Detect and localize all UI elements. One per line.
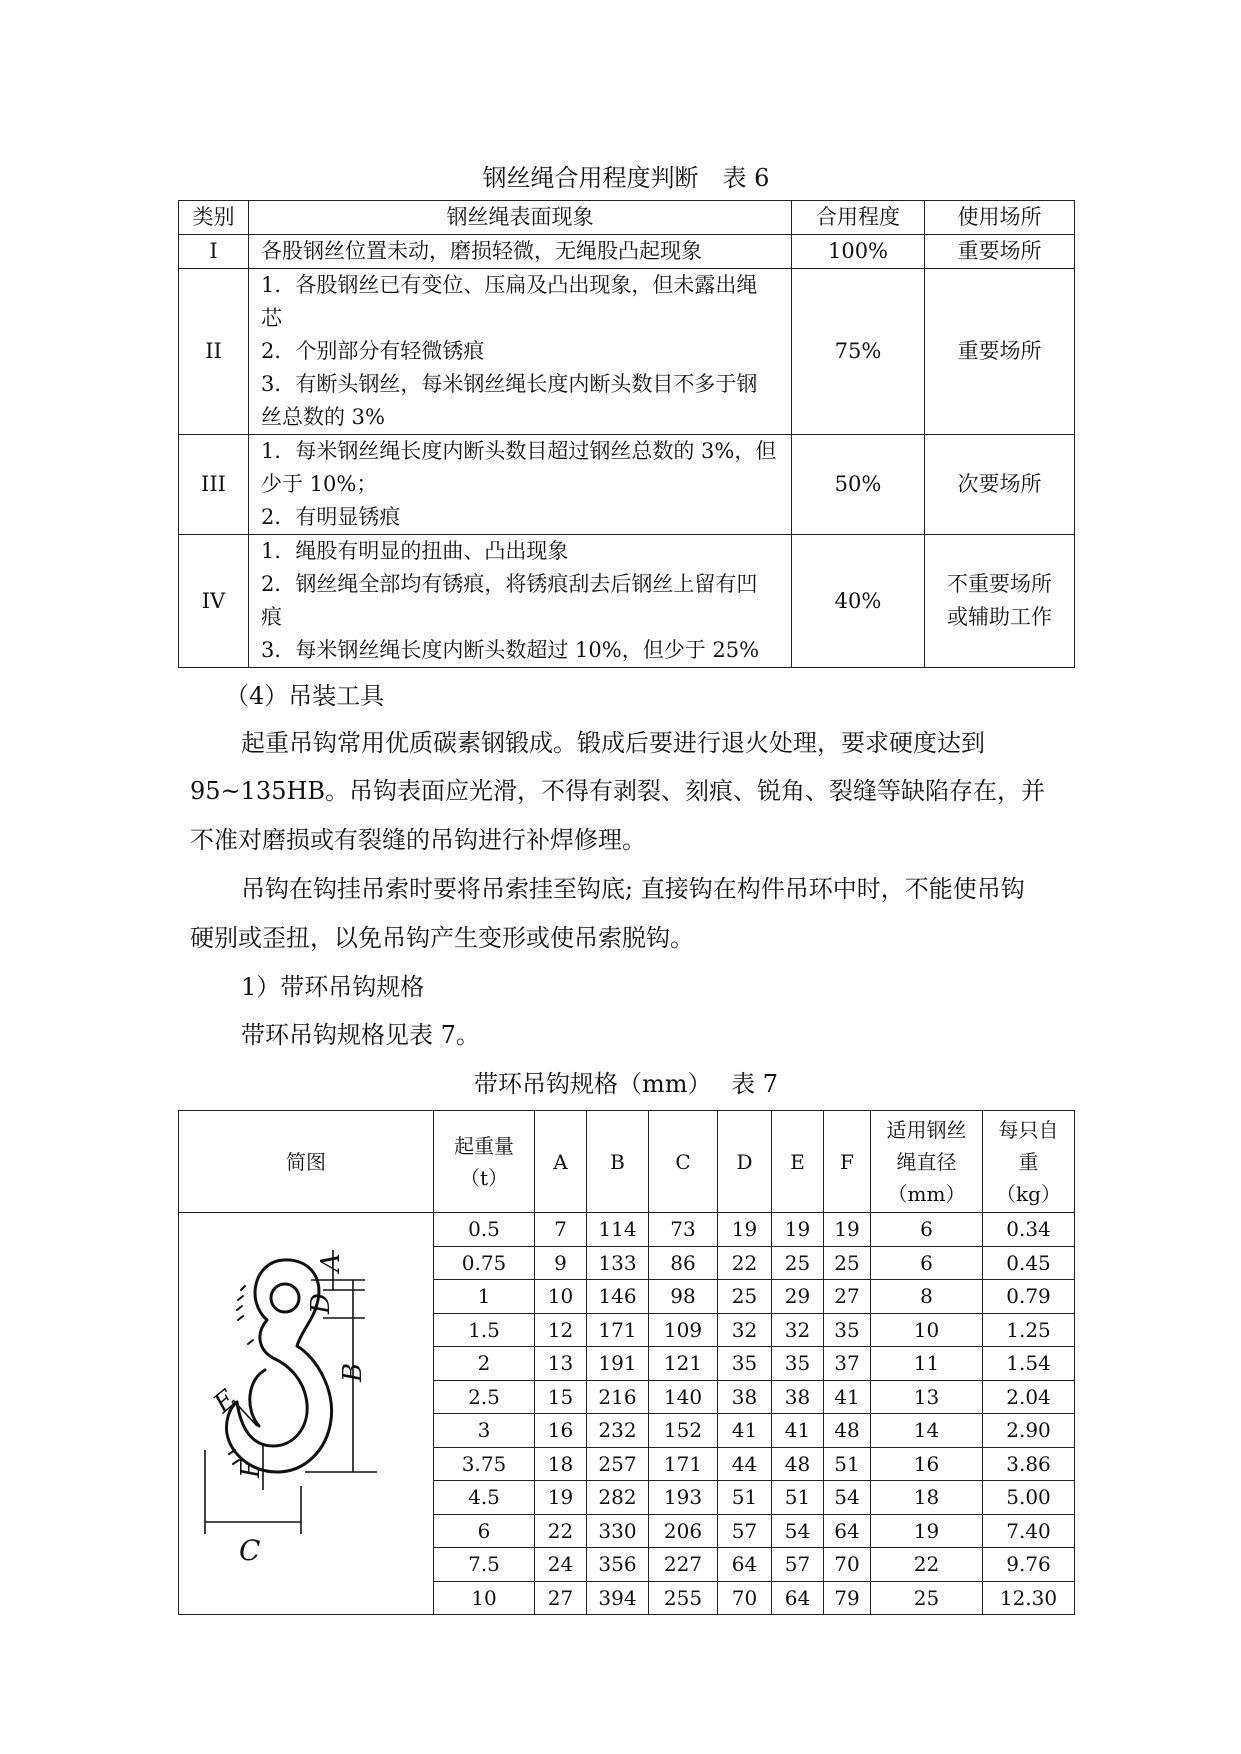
table6-category-cell: I [179, 235, 249, 269]
table7-cell-A: 22 [535, 1514, 587, 1548]
table7-cell-rope: 14 [871, 1414, 983, 1448]
table6-suitability-cell: 100% [792, 235, 925, 269]
table7-header-E: E [772, 1111, 824, 1213]
table7-header-weight [983, 1111, 1075, 1213]
usage-line: 次要场所 [957, 472, 1042, 496]
table6-row [179, 235, 1075, 269]
table7-cell-A: 7 [535, 1213, 587, 1247]
table6-category-cell: IV [179, 535, 249, 668]
table7-cell-load: 4.5 [434, 1481, 535, 1515]
table7-cell-weight: 2.90 [983, 1414, 1075, 1448]
table7-cell-load: 0.5 [434, 1213, 535, 1247]
table7-cell-rope: 18 [871, 1481, 983, 1515]
table7-cell-load: 2.5 [434, 1380, 535, 1414]
paragraph1-line2: 95~135HB。吊钩表面应光滑，不得有剥裂、刻痕、锐角、裂缝等缺陷存在，并 [190, 777, 1046, 805]
table6-surface-cell [249, 535, 792, 668]
table6-usage-cell [925, 269, 1075, 435]
paragraph1-line1: 起重吊钩常用优质碳素钢锻成。锻成后要进行退火处理，要求硬度达到 [241, 729, 985, 757]
usage-line: 不重要场所 [947, 572, 1052, 596]
table7-cell-F: 51 [824, 1447, 871, 1481]
table6-caption: 钢丝绳合用程度判断 表 6 [482, 164, 770, 192]
table7-cell-weight: 0.79 [983, 1280, 1075, 1314]
table7-cell-E: 38 [772, 1380, 824, 1414]
table7-cell-C: 193 [649, 1481, 718, 1515]
table7-cell-F: 25 [824, 1246, 871, 1280]
table7-cell-load: 7.5 [434, 1548, 535, 1582]
surface-line: 3．有断头钢丝，每米钢丝绳长度内断头数目不多于钢 [261, 372, 758, 396]
surface-line: 丝总数的 3% [261, 405, 385, 429]
table6-header-suitability: 合用程度 [792, 201, 925, 235]
table7-row [179, 1213, 1075, 1247]
table7-cell-rope: 19 [871, 1514, 983, 1548]
table6-row [179, 535, 1075, 668]
table7-cell-A: 13 [535, 1347, 587, 1381]
table7-header-B: B [587, 1111, 649, 1213]
table7-header-D: D [718, 1111, 772, 1213]
section-heading: （4）吊装工具 [225, 682, 385, 710]
table7-cell-B: 133 [587, 1246, 649, 1280]
table7-cell-weight: 0.45 [983, 1246, 1075, 1280]
table6-surface-cell [249, 269, 792, 435]
table6-surface-cell [249, 235, 792, 269]
hook-label-B: B [338, 1362, 368, 1382]
table7-cell-rope: 10 [871, 1313, 983, 1347]
hook-label-F: F [236, 1459, 266, 1478]
table6-usage-cell [925, 235, 1075, 269]
table7-cell-A: 24 [535, 1548, 587, 1582]
table7-cell-E: 41 [772, 1414, 824, 1448]
table7-cell-B: 257 [587, 1447, 649, 1481]
hook-label-C: C [239, 1534, 261, 1567]
table6-usage-cell [925, 535, 1075, 668]
table7-caption: 带环吊钩规格（mm） 表 7 [473, 1070, 779, 1098]
table6-header-surface: 钢丝绳表面现象 [249, 201, 792, 235]
hook-label-A: A [316, 1253, 346, 1272]
table7-cell-B: 171 [587, 1313, 649, 1347]
hook-eye [271, 1284, 299, 1312]
header-load-line1: 起重量 [454, 1133, 514, 1158]
table7-cell-weight: 12.30 [983, 1581, 1075, 1615]
table7-cell-F: 48 [824, 1414, 871, 1448]
table7-cell-load: 1.5 [434, 1313, 535, 1347]
table7-header-figure: 简图 [179, 1111, 434, 1213]
table7-cell-E: 54 [772, 1514, 824, 1548]
surface-line: 2．钢丝绳全部均有锈痕，将锈痕刮去后钢丝上留有凹 [261, 572, 758, 596]
surface-line: 1．每米钢丝绳长度内断头数目超过钢丝总数的 3%，但 [261, 439, 777, 463]
table6-wire-rope-suitability [178, 200, 1075, 668]
table6-suitability-cell: 40% [792, 535, 925, 668]
table7-cell-F: 79 [824, 1581, 871, 1615]
table7-cell-D: 35 [718, 1347, 772, 1381]
table7-cell-B: 114 [587, 1213, 649, 1247]
table7-cell-C: 121 [649, 1347, 718, 1381]
table7-cell-E: 35 [772, 1347, 824, 1381]
paragraph2-line2: 硬别或歪扭，以免吊钩产生变形或使吊索脱钩。 [190, 924, 694, 952]
table7-cell-B: 191 [587, 1347, 649, 1381]
table7-cell-B: 146 [587, 1280, 649, 1314]
table6-surface-cell [249, 435, 792, 535]
table7-cell-D: 51 [718, 1481, 772, 1515]
table7-cell-rope: 16 [871, 1447, 983, 1481]
table7-cell-D: 57 [718, 1514, 772, 1548]
table7-cell-C: 206 [649, 1514, 718, 1548]
usage-line: 或辅助工作 [947, 605, 1052, 629]
table7-cell-D: 38 [718, 1380, 772, 1414]
header-load-line2: （t） [459, 1165, 509, 1190]
table7-cell-E: 32 [772, 1313, 824, 1347]
table6-category-cell: II [179, 269, 249, 435]
table7-cell-F: 37 [824, 1347, 871, 1381]
table6-header-row [179, 201, 1075, 235]
table7-header-A: A [535, 1111, 587, 1213]
table7-cell-weight: 1.54 [983, 1347, 1075, 1381]
table7-header-load [434, 1111, 535, 1213]
table7-cell-F: 64 [824, 1514, 871, 1548]
hook-diagram [205, 1250, 405, 1567]
header-weight-line3: （kg） [996, 1181, 1061, 1206]
header-rope-line1: 适用钢丝 [886, 1117, 967, 1142]
table7-header-rope [871, 1111, 983, 1213]
table7-cell-C: 255 [649, 1581, 718, 1615]
usage-line: 重要场所 [957, 339, 1042, 363]
surface-line: 2．个别部分有轻微锈痕 [261, 339, 485, 363]
table7-cell-B: 232 [587, 1414, 649, 1448]
hook-label-D: D [306, 1293, 336, 1314]
surface-line: 少于 10%； [261, 472, 378, 496]
surface-line: 2．有明显锈痕 [261, 505, 401, 529]
table7-cell-rope: 13 [871, 1380, 983, 1414]
table6-row [179, 269, 1075, 435]
table7-cell-A: 19 [535, 1481, 587, 1515]
hook-throat [250, 1370, 265, 1426]
table7-cell-weight: 1.25 [983, 1313, 1075, 1347]
table7-cell-A: 15 [535, 1380, 587, 1414]
table7-cell-A: 16 [535, 1414, 587, 1448]
table7-cell-weight: 0.34 [983, 1213, 1075, 1247]
table7-cell-C: 171 [649, 1447, 718, 1481]
table7-cell-rope: 8 [871, 1280, 983, 1314]
table7-header-F: F [824, 1111, 871, 1213]
table7-cell-weight: 9.76 [983, 1548, 1075, 1582]
header-weight-line2: 重 [1018, 1149, 1039, 1174]
table7-cell-E: 25 [772, 1246, 824, 1280]
table7-cell-rope: 6 [871, 1213, 983, 1247]
table7-cell-C: 152 [649, 1414, 718, 1448]
table7-cell-A: 9 [535, 1246, 587, 1280]
table7-cell-D: 41 [718, 1414, 772, 1448]
table7-cell-E: 64 [772, 1581, 824, 1615]
table7-cell-F: 27 [824, 1280, 871, 1314]
table7-cell-D: 25 [718, 1280, 772, 1314]
table7-cell-F: 70 [824, 1548, 871, 1582]
table7-cell-D: 70 [718, 1581, 772, 1615]
surface-line: 各股钢丝位置未动，磨损轻微，无绳股凸起现象 [261, 239, 702, 263]
hook-outline [226, 1260, 331, 1472]
table7-cell-weight: 5.00 [983, 1481, 1075, 1515]
table7-cell-load: 2 [434, 1347, 535, 1381]
table7-cell-F: 35 [824, 1313, 871, 1347]
table7-cell-A: 18 [535, 1447, 587, 1481]
surface-line: 痕 [261, 605, 282, 629]
table7-cell-D: 64 [718, 1548, 772, 1582]
table7-cell-E: 29 [772, 1280, 824, 1314]
table7-cell-load: 1 [434, 1280, 535, 1314]
header-rope-line3: （mm） [887, 1181, 966, 1206]
table7-cell-E: 48 [772, 1447, 824, 1481]
table7-cell-E: 57 [772, 1548, 824, 1582]
table7-cell-B: 282 [587, 1481, 649, 1515]
table6-suitability-cell: 75% [792, 269, 925, 435]
table7-cell-rope: 6 [871, 1246, 983, 1280]
table7-cell-weight: 3.86 [983, 1447, 1075, 1481]
table7-cell-weight: 7.40 [983, 1514, 1075, 1548]
table7-cell-load: 0.75 [434, 1246, 535, 1280]
table7-cell-E: 19 [772, 1213, 824, 1247]
table7-cell-E: 51 [772, 1481, 824, 1515]
subheading: 1）带环吊钩规格 [241, 973, 425, 1001]
table7-header-row [179, 1111, 1075, 1213]
table6-usage-cell [925, 435, 1075, 535]
table7-cell-B: 330 [587, 1514, 649, 1548]
usage-line: 重要场所 [957, 239, 1042, 263]
paragraph3: 带环吊钩规格见表 7。 [241, 1021, 480, 1049]
table7-cell-load: 3 [434, 1414, 535, 1448]
surface-line: 芯 [261, 306, 282, 330]
table7-cell-B: 394 [587, 1581, 649, 1615]
table7-cell-D: 44 [718, 1447, 772, 1481]
table7-cell-A: 27 [535, 1581, 587, 1615]
table6-category-cell: III [179, 435, 249, 535]
table6-header-usage: 使用场所 [925, 201, 1075, 235]
surface-line: 1．绳股有明显的扭曲、凸出现象 [261, 539, 569, 563]
table7-cell-C: 86 [649, 1246, 718, 1280]
header-weight-line1: 每只自 [998, 1117, 1059, 1142]
table7-cell-C: 109 [649, 1313, 718, 1347]
table7-cell-F: 54 [824, 1481, 871, 1515]
surface-line: 3．每米钢丝绳长度内断头数超过 10%，但少于 25% [261, 638, 760, 662]
table7-cell-C: 140 [649, 1380, 718, 1414]
table7-cell-rope: 22 [871, 1548, 983, 1582]
table7-cell-weight: 2.04 [983, 1380, 1075, 1414]
table7-header-C: C [649, 1111, 718, 1213]
table6-header-category: 类别 [179, 201, 249, 235]
table7-cell-D: 32 [718, 1313, 772, 1347]
table7-cell-D: 19 [718, 1213, 772, 1247]
table7-cell-C: 73 [649, 1213, 718, 1247]
table7-cell-F: 19 [824, 1213, 871, 1247]
table7-cell-load: 6 [434, 1514, 535, 1548]
table7-cell-B: 356 [587, 1548, 649, 1582]
table7-cell-C: 227 [649, 1548, 718, 1582]
table7-cell-A: 10 [535, 1280, 587, 1314]
table7-cell-A: 12 [535, 1313, 587, 1347]
paragraph2-line1: 吊钩在钩挂吊索时要将吊索挂至钩底; 直接钩在构件吊环中时，不能使吊钩 [241, 875, 1025, 903]
table6-row [179, 435, 1075, 535]
table7-cell-B: 216 [587, 1380, 649, 1414]
header-rope-line2: 绳直径 [896, 1149, 957, 1174]
hook-label-E: E [208, 1384, 243, 1420]
table7-cell-rope: 11 [871, 1347, 983, 1381]
table6-suitability-cell: 50% [792, 435, 925, 535]
table7-cell-rope: 25 [871, 1581, 983, 1615]
table7-cell-C: 98 [649, 1280, 718, 1314]
surface-line: 1．各股钢丝已有变位、压扁及凸出现象，但未露出绳 [261, 273, 758, 297]
table7-cell-F: 41 [824, 1380, 871, 1414]
table7-cell-load: 3.75 [434, 1447, 535, 1481]
table7-cell-load: 10 [434, 1581, 535, 1615]
paragraph1-line3: 不准对磨损或有裂缝的吊钩进行补焊修理。 [190, 826, 646, 854]
table7-cell-D: 22 [718, 1246, 772, 1280]
